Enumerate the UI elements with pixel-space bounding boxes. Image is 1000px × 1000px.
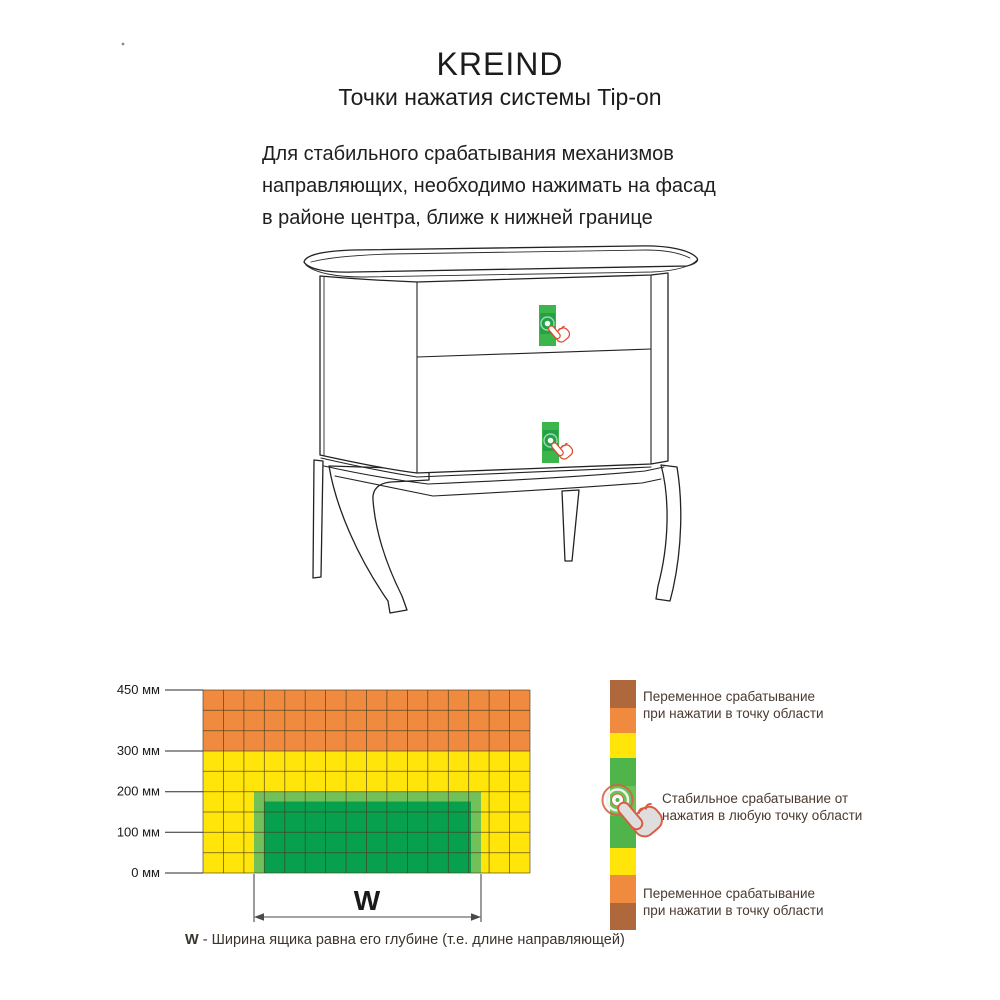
rear-left-leg <box>313 460 323 578</box>
press-target-center <box>548 438 554 444</box>
legend-label-line: при нажатии в точку области <box>643 706 824 721</box>
legend-seg-yellow-top <box>610 733 636 758</box>
tick-450: 450 мм <box>116 682 160 697</box>
tick-0: 0 мм <box>131 865 160 880</box>
legend-seg-brown-top <box>610 680 636 708</box>
width-note-text: - Ширина ящика равна его глубине (т.е. длине направляющей) <box>198 932 625 948</box>
press-target-center <box>545 321 551 327</box>
page-title: KREIND <box>436 46 564 82</box>
tick-200: 200 мм <box>116 783 160 799</box>
w-arrowhead-left <box>254 913 264 921</box>
width-note <box>185 932 625 948</box>
front-left-leg <box>329 466 429 613</box>
press-center-dot <box>616 798 620 802</box>
legend-label-line: нажатия в любую точку области <box>662 808 863 823</box>
tick-300: 300 мм <box>116 743 160 758</box>
legend-seg-yellow-bottom <box>610 848 636 875</box>
legend-label-line: Переменное срабатывание <box>643 689 816 704</box>
axis-ticks <box>165 690 203 873</box>
w-dimension-label: W <box>353 885 381 916</box>
legend-seg-brown-bottom <box>610 903 636 930</box>
legend-label-stable <box>662 790 862 824</box>
legend-seg-orange-bottom <box>610 875 636 903</box>
w-arrowhead-right <box>471 913 481 921</box>
width-note-symbol: W <box>185 932 199 948</box>
legend-label-variable-bottom <box>643 885 824 919</box>
cabinet-body <box>320 273 668 473</box>
rear-right-leg <box>562 490 579 561</box>
page-subtitle: Точки нажатия системы Tip-on <box>338 84 662 110</box>
front-right-leg <box>656 465 681 601</box>
stray-dot <box>122 43 125 46</box>
intro-line: в районе центра, ближе к нижней границе <box>262 207 653 229</box>
legend-label-variable-top <box>643 688 824 722</box>
intro-line: направляющих, необходимо нажимать на фасад <box>262 175 716 197</box>
nightstand-drawing <box>304 246 698 613</box>
legend-seg-orange-top <box>610 708 636 733</box>
press-zone-chart <box>117 682 530 922</box>
intro-line: Для стабильного срабатывания механизмов <box>262 143 674 165</box>
legend-label-line: Стабильное срабатывание от <box>662 791 849 806</box>
legend-label-line: Переменное срабатывание <box>643 886 816 901</box>
tick-100: 100 мм <box>116 824 160 840</box>
legend-label-line: при нажатии в точку области <box>643 903 824 918</box>
